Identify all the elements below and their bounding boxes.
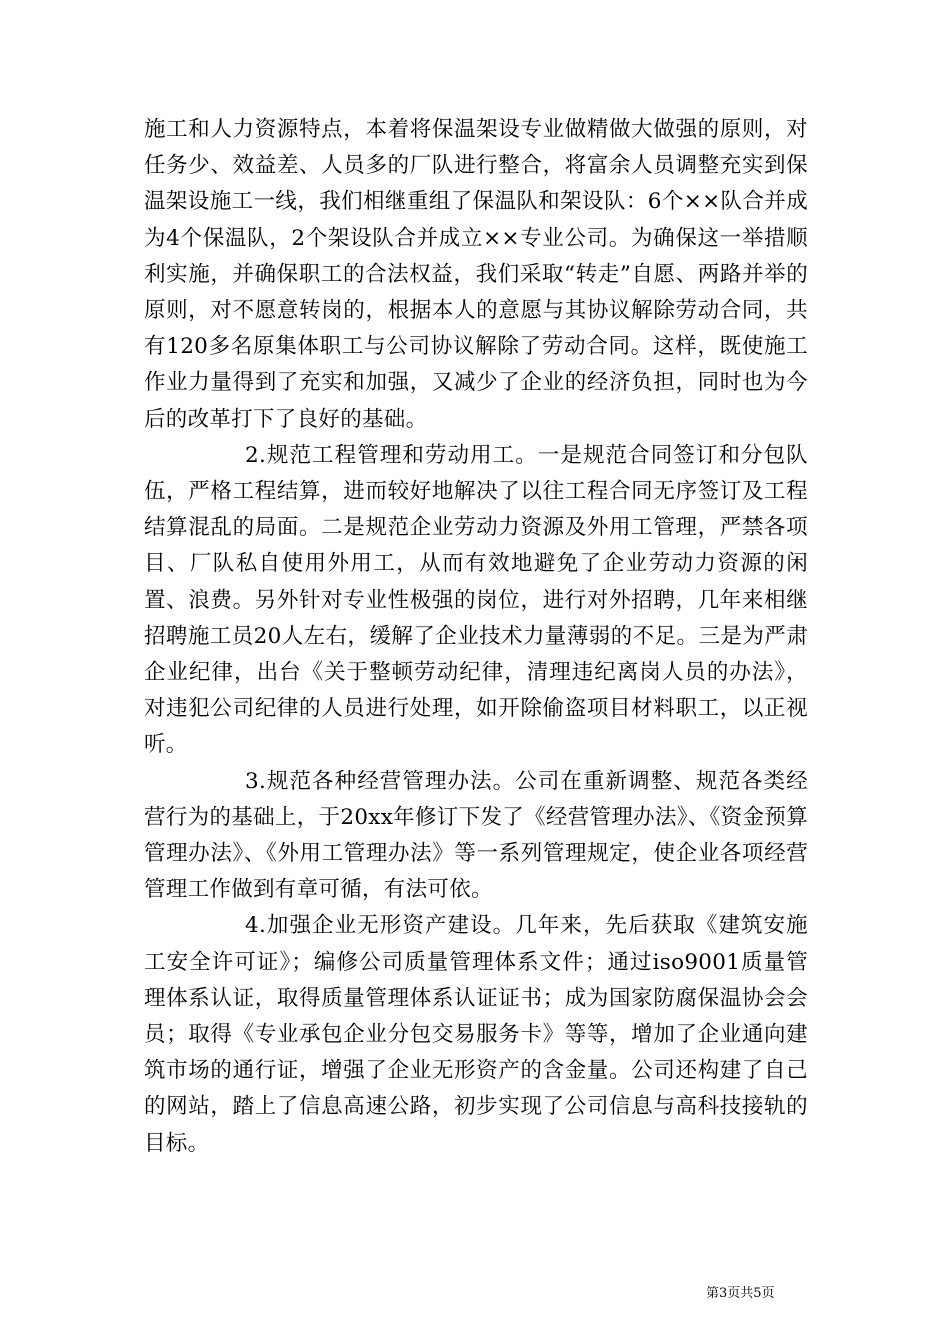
paragraph-item-4: 4.加强企业无形资产建设。几年来，先后获取《建筑安施工安全许可证》；编修公司质量管理体系文件；通过iso9001质量管理体系认证，取得质量管理体系认证证书；成为国家防腐保温协会会员；取得《专业承包企业分包交易服务卡》等等，增加了企业通向建筑市场的通行证，增强了企业无形资产的含金量。公司还构建了自己的网站，踏上了信息高速公路，初步实现了公司信息与高科技接轨的目标。: [144, 913, 808, 1156]
paragraph-continuation: 施工和人力资源特点，本着将保温架设专业做精做大做强的原则，对任务少、效益差、人员多的厂队进行整合，将富余人员调整充实到保温架设施工一线，我们相继重组了保温队和架设队：6个××队合并成为4个保温队，2个架设队合并成立××专业公司。为确保这一举措顺利实施，并确保职工的合法权益，我们采取“转走”自愿、两路并举的原则，对不愿意转岗的，根据本人的意愿与其协议解除劳动合同，共有120多名原集体职工与公司协议解除了劳动合同。这样，既使施工作业力量得到了充实和加强，又减少了企业的经济负担，同时也为今后的改革打下了良好的基础。: [144, 117, 808, 432]
paragraph-item-2: 2.规范工程管理和劳动用工。一是规范合同签订和分包队伍，严格工程结算，进而较好地解决了以往工程合同无序签订及工程结算混乱的局面。二是规范企业劳动力资源及外用工管理，严禁各项目、厂队私自使用外用工，从而有效地避免了企业劳动力资源的闲置、浪费。另外针对专业性极强的岗位，进行对外招聘，几年来相继招聘施工员20人左右，缓解了企业技术力量薄弱的不足。三是为严肃企业纪律，出台《关于整顿劳动纪律，清理违纪离岗人员的办法》，对违犯公司纪律的人员进行处理，如开除偷盗项目材料职工，以正视听。: [144, 442, 808, 758]
paragraph-item-3: 3.规范各种经营管理办法。公司在重新调整、规范各类经营行为的基础上，于20xx年修订下发了《经营管理办法》、《资金预算管理办法》、《外用工管理办法》等一系列管理规定，使企业各项经营管理工作做到有章可循，有法可依。: [144, 768, 808, 903]
page-number-footer: 第3页共5页: [706, 1286, 775, 1301]
document-body: [144, 112, 808, 1162]
